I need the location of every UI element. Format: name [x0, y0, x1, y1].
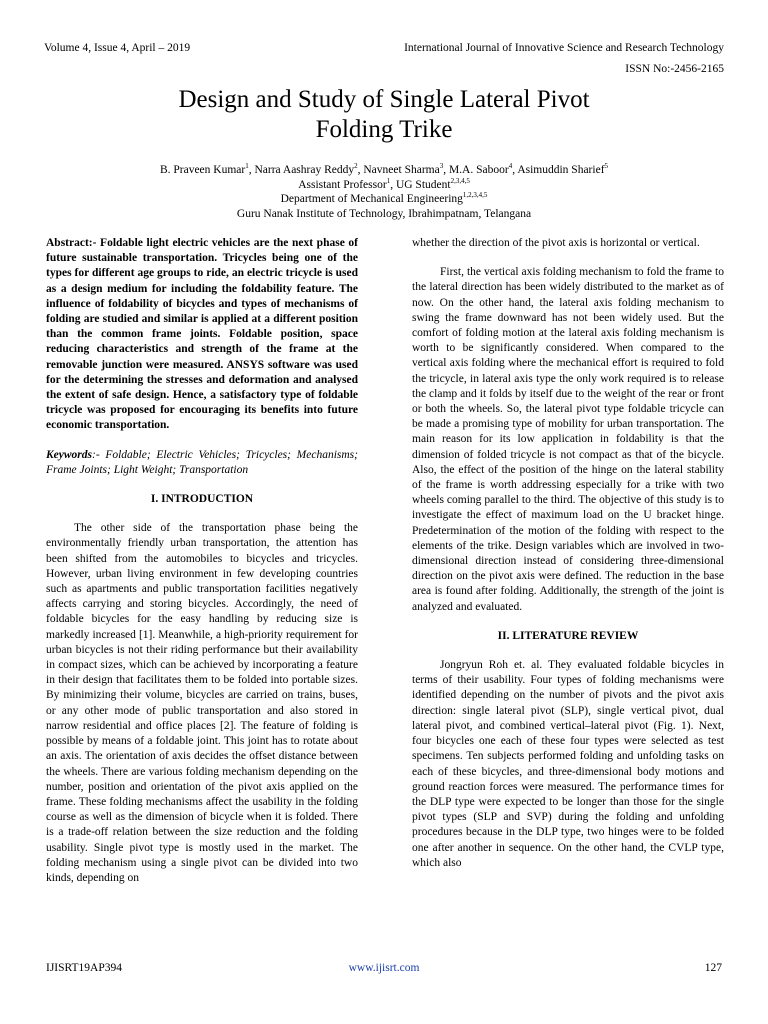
section-heading-introduction: I. INTRODUCTION	[150, 493, 254, 506]
header-issn: ISSN No:-2456-2165	[625, 63, 724, 75]
author-2-sup: 2	[354, 162, 358, 171]
left-column	[46, 236, 358, 886]
author-block	[0, 163, 768, 221]
author-3: , Navneet Sharma	[357, 164, 440, 176]
abstract: Abstract:- Foldable light electric vehicles are the next phase of future sustainable transportation. Tricycles being one of the types for different age groups to ride, an electric tricycle is used as a design medium for including the foldability feature. The influence of foldability of bicycles and types of mechanisms of folding are studied and similar is applied at a different position than the common frame joints. Foldable position, space reducing characteristics and strength of the frame at the removable junction were measured. ANSYS software was used for the determining the stresses and deformation and analysed the extent of safe design. Hence, a satisfactory type of foldable tricycle was proposed for encouraging its benefits into future economic transportation.	[46, 237, 358, 432]
keywords-label: Keywords	[46, 448, 92, 461]
author-1-sup: 1	[245, 162, 249, 171]
paper-title	[0, 85, 768, 145]
author-2: , Narra Aashray Reddy	[248, 164, 355, 176]
role-1: Assistant Professor	[298, 178, 387, 191]
footer-code: IJISRT19AP394	[46, 962, 122, 974]
header-volume: Volume 4, Issue 4, April – 2019	[44, 42, 191, 54]
keywords	[46, 448, 358, 478]
role-2-sup: 2,3,4,5	[450, 176, 470, 185]
intro-paragraph-1: The other side of the transportation phase being the environmentally friendly urban transportation, the attention has been shifted from the automobiles to bicycles and tricycles. However, urban living environment in few developing countries such as apartments and public transportation facilities negatively affects carrying and storing bicycles. Accordingly, the need of foldable bicycles for the easy handling by reducing size is markedly increased [1]. Meanwhile, a high-priority requirement for urban bicycles is not their riding performance but their availability in compact sizes, which can be achieved by incorporating a feature in their design that facilitates them to be folded into portable sizes. By minimizing their volume, bicycles are carried on trains, buses, or any other mode of public transportation and also stored in narrow residential and office places [2]. The feature of folding is possible by means of a foldable joint. This joint has to rotate about an axis. The orientation of axis decides the offset distance between the wheels. There are various folding mechanism depending on the number, position and orientation of the pivot axis applied on the frame. These folding mechanisms affect the usability in the folding course as well as the dimension of bicycle when it is folded. There is a trade-off relation between the size reduction and the folding usability. Single pivot type is mostly used in the market. The folding mechanism using a single pivot can be divided into two kinds, depending on	[46, 522, 358, 884]
footer-page-number: 127	[704, 962, 722, 974]
title-line-2: Folding Trike	[315, 116, 453, 143]
keywords-text: :- Foldable; Electric Vehicles; Tricycles; Mechanisms; Frame Joints; Light Weight; Transportation	[46, 448, 358, 476]
header-journal: International Journal of Innovative Science and Research Technology	[404, 42, 724, 54]
author-4: , M.A. Saboor	[443, 164, 509, 176]
literature-paragraph-1: Jongryun Roh et. al. They evaluated foldable bicycles in terms of their usability. Four types of folding mechanisms were identified depending on the number of pivots and the pivot axis direction: single lateral pivot (SLP), single vertical pivot, dual lateral pivot, and combined vertical–lateral pivot (Fig. 1). Next, four bicycles one each of these four types were selected as test specimens. Ten subjects performed folding and unfolding tasks on each of these bicycles, and three-dimensional body motions and ground reaction forces were measured. The performance times for the DLP type were expected to be longer than those for the single pivot types (SLP and SVP) during the folding and unfolding procedures because in the DLP type, two hinges were to be folded one after another in sequence. On the other hand, the CVLP type, which also	[412, 659, 724, 869]
author-department	[0, 192, 768, 207]
department: Department of Mechanical Engineering	[280, 193, 463, 205]
role-1-sup: 1	[386, 176, 391, 185]
title-line-1: Design and Study of Single Lateral Pivot	[178, 86, 590, 113]
author-roles	[0, 178, 768, 193]
author-4-sup: 4	[508, 162, 513, 171]
role-2: , UG Student	[390, 178, 451, 191]
author-names	[0, 163, 768, 178]
right-column	[412, 236, 724, 871]
footer-url-link[interactable]: www.ijisrt.com	[348, 962, 420, 974]
intro-paragraph-2: First, the vertical axis folding mechanism to fold the frame to the lateral direction has been widely distributed to the market as of now. On the other hand, the lateral axis folding mechanism to swing the frame downward has not been widely used. But the comfort of folding motion at the lateral axis folding mechanism is worth to be significantly considered. When compared to the vertical axis folding where the mechanical effort is required to fold the tricycle, in lateral axis type the only work required is to release the clamp and it folds by itself due to the weight of the rear or front or both the wheels. So, the lateral pivot type foldable tricycle can be made a promising type of mobility for urban transportation. The main reason for its low application in foldability is that the dimension of folded tricycle is not compact as that of the bicycle. Also, the effect of the position of the hinge on the lateral stability of the frame is worth addressing especially for a trike with two wheels coming parallel to the third. The objective of this study is to investigate the effect of maximum load on the U bracket hinge. Predetermination of the motion of the folding with respect to the elements of the trike. Design variables which are involved in two-dimensional direction instead of considering three-dimensional direction on the pivot axis were defined. The reduction in the base area is found after folding. Additionally, the strength of the joint is analyzed and evaluated.	[412, 266, 724, 613]
author-3-sup: 3	[439, 162, 444, 171]
section-heading-literature-review: II. LITERATURE REVIEW	[497, 629, 639, 642]
intro-paragraph-continued: whether the direction of the pivot axis is horizontal or vertical.	[412, 237, 700, 249]
author-1: B. Praveen Kumar	[159, 164, 246, 176]
author-5: , Asimuddin Sharief	[512, 164, 605, 176]
author-institution: Guru Nanak Institute of Technology, Ibrahimpatnam, Telangana	[236, 207, 532, 220]
author-5-sup: 5	[604, 162, 609, 171]
department-sup: 1,2,3,4,5	[462, 191, 488, 200]
